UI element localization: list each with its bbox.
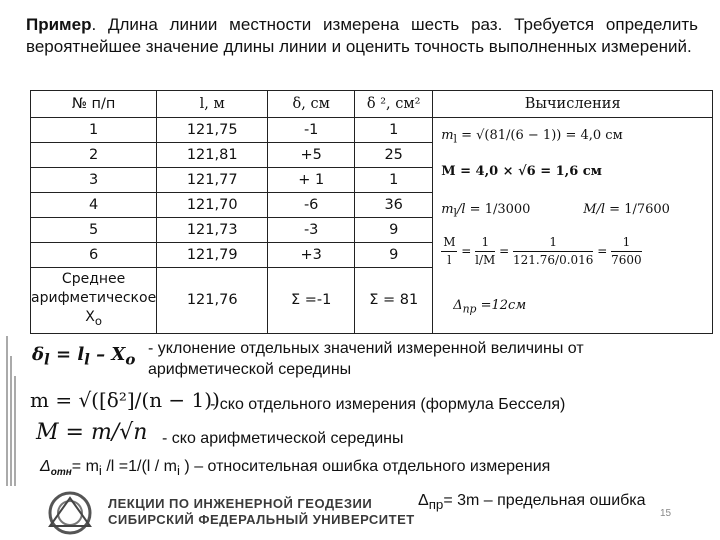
fraction-chain: $\frac{M}{l}$ = $\frac{1}{l/M}$ = $\frac{1}{121.76/0.016}$ = $\frac{1}{7600}$ [443, 235, 642, 267]
task-label: Пример [26, 15, 92, 34]
delta-formula: $\delta_l = l_l - X_o$ [32, 344, 136, 369]
bessel-note: - ско отдельного измерения (формула Бесселя) [210, 396, 566, 413]
footer [0, 486, 720, 540]
M-formula: M = 4,0 × √6 = 1,6 см [441, 164, 602, 179]
table-header-row [31, 91, 713, 118]
table-row [31, 118, 713, 143]
header-delta: δ, см [268, 91, 355, 118]
sfu-logo-icon [40, 490, 100, 536]
row-delta: +3 [268, 243, 355, 268]
row-delta-sq: 36 [355, 193, 433, 218]
delta-note: - уклонение отдельных значений измеренной величины от арифметической середины [148, 340, 584, 378]
footer-line1: ЛЕКЦИИ ПО ИНЖЕНЕРНОЙ ГЕОДЕЗИИ [108, 496, 373, 511]
row-l: 121,75 [157, 118, 268, 143]
M-note: - ско арифметической середины [162, 430, 404, 447]
row-delta-sq: 25 [355, 143, 433, 168]
mean-delta-sq-sum: Σ = 81 [355, 268, 433, 334]
row-l: 121,81 [157, 143, 268, 168]
bessel-formula: m = √([δ²]/(n − 1)) [30, 388, 220, 412]
header-num: № п/п [31, 91, 157, 118]
task-text [26, 14, 698, 58]
row-num: 6 [31, 243, 157, 268]
page-number: 15 [660, 508, 672, 519]
row-num: 2 [31, 143, 157, 168]
row-delta: -3 [268, 218, 355, 243]
row-l: 121,79 [157, 243, 268, 268]
mean-label: Среднее арифметическое $Х_о$ [31, 268, 157, 334]
rel-M-formula: M/l = 1/7600 [583, 202, 670, 217]
mean-delta-sum: Σ =-1 [268, 268, 355, 334]
rel-m-formula: $m_l/l = 1/3000$ [441, 202, 531, 220]
row-delta: +5 [268, 143, 355, 168]
ml-formula: $m_l = √(81/(6 - 1)) = 4,0$ см [441, 128, 623, 146]
decor-lines [4, 336, 18, 486]
row-l: 121,77 [157, 168, 268, 193]
footer-line2: СИБИРСКИЙ ФЕДЕРАЛЬНЫЙ УНИВЕРСИТЕТ [108, 512, 415, 527]
row-delta: -1 [268, 118, 355, 143]
task-body: . Длина линии местности измерена шесть раз. Требуется определить вероятнейшее значение длины линии и оценить точность выполненных измерений. [26, 15, 698, 56]
row-num: 4 [31, 193, 157, 218]
measurement-table [30, 90, 713, 334]
header-l: l, м [157, 91, 268, 118]
row-num: 1 [31, 118, 157, 143]
row-l: 121,70 [157, 193, 268, 218]
row-delta: + 1 [268, 168, 355, 193]
row-delta-sq: 9 [355, 218, 433, 243]
M-formula-main: M = m/√n [36, 420, 148, 445]
row-num: 5 [31, 218, 157, 243]
mean-l: 121,76 [157, 268, 268, 334]
calc-cell [433, 118, 713, 334]
header-delta-sq: δ ², см² [355, 91, 433, 118]
row-delta: -6 [268, 193, 355, 218]
row-l: 121,73 [157, 218, 268, 243]
limit-error-line: $\Delta_{пр}= 3m$ – предельная ошибка [418, 492, 646, 513]
row-delta-sq: 9 [355, 243, 433, 268]
row-num: 3 [31, 168, 157, 193]
row-delta-sq: 1 [355, 168, 433, 193]
row-delta-sq: 1 [355, 118, 433, 143]
dpr-formula: $\Delta_{пр} =12см$ [453, 298, 527, 316]
relative-error-line: $\Delta_{отн}= m_i$ $/l =1/(l / m_i$ ) – относительная ошибка отдельного измерения [40, 458, 551, 479]
header-calc: Вычисления [433, 91, 713, 118]
